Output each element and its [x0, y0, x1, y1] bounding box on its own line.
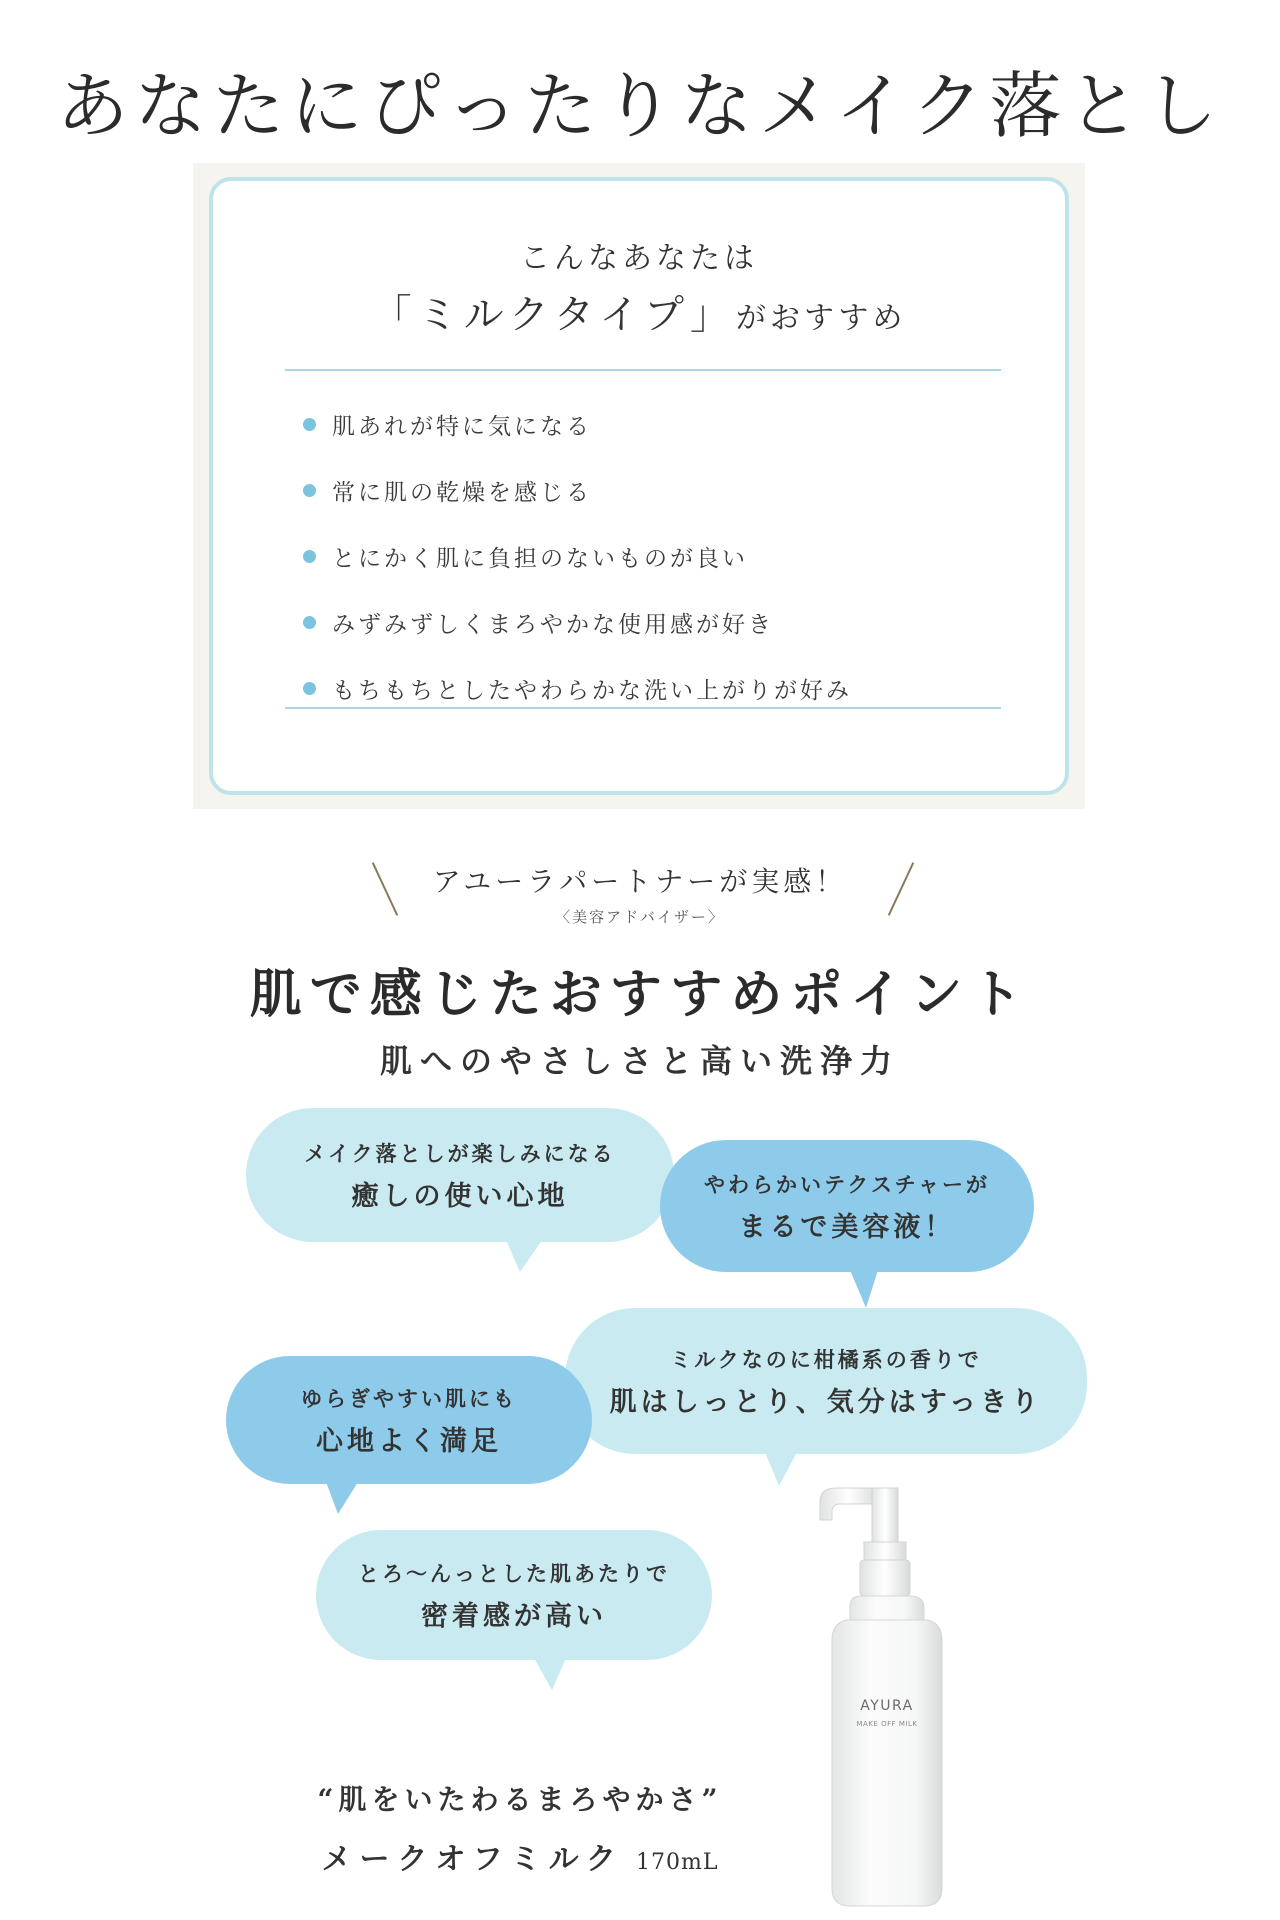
- card-intro: こんなあなたは: [520, 241, 758, 276]
- bullet-icon: [303, 484, 316, 497]
- page-title: あなたにぴったりなメイク落とし: [56, 64, 1224, 148]
- bubble-tail: [850, 1270, 878, 1308]
- bubble-line: ミルクなのに柑橘系の香りで: [670, 1346, 982, 1372]
- bullet-icon: [303, 550, 316, 563]
- milk-type-label: 「ミルクタイプ」: [371, 292, 737, 338]
- checklist-item: [303, 391, 852, 457]
- checklist-item-text: みずみずしくまろやかな使用感が好き: [332, 611, 774, 638]
- checklist-item-text: とにかく肌に負担のないものが良い: [332, 545, 748, 572]
- checklist-item: [303, 589, 852, 655]
- product-name-line: [270, 1834, 770, 1878]
- partner-text: アユーラパートナーが実感！: [432, 865, 848, 898]
- bubble-line: ゆらぎやすい肌にも: [301, 1385, 517, 1411]
- partner-subtext: 〈美容アドバイザー〉: [555, 908, 725, 926]
- bubble-tail: [534, 1658, 566, 1690]
- speech-bubble: [226, 1356, 592, 1484]
- bubble-tail: [326, 1482, 358, 1514]
- bubble-line: メイク落としが楽しみになる: [304, 1140, 616, 1166]
- checklist-item-text: 肌あれが特に気になる: [332, 413, 592, 440]
- bullet-icon: [303, 616, 316, 629]
- bubble-line: とろ〜んっとした肌あたりで: [358, 1560, 670, 1586]
- speech-bubble: [316, 1530, 712, 1660]
- points-title: 肌で感じたおすすめポイント: [249, 964, 1031, 1025]
- bottle-label: MAKE OFF MILK: [856, 1720, 918, 1728]
- checklist-item: [303, 523, 852, 589]
- card-recommendation: [213, 283, 1065, 340]
- bubble-line: 癒しの使い心地: [351, 1180, 569, 1212]
- checklist-item: [303, 655, 852, 721]
- bubble-tail: [506, 1240, 542, 1272]
- partner-header: [0, 860, 1280, 927]
- checklist-item-text: もちもちとしたやわらかな洗い上がりが好み: [332, 677, 852, 704]
- bubble-line: やわらかいテクスチャーが: [704, 1171, 990, 1197]
- bubble-line: 心地よく満足: [316, 1425, 502, 1457]
- product-tagline: “肌をいたわるまろやかさ”: [317, 1783, 723, 1816]
- bullet-icon: [303, 682, 316, 695]
- bubble-line: まるで美容液！: [738, 1211, 956, 1243]
- divider: [285, 369, 1001, 371]
- recommend-suffix: がおすすめ: [736, 301, 907, 336]
- product-name: メークオフミルク: [321, 1842, 625, 1877]
- bottle-brand: AYURA: [860, 1698, 914, 1714]
- checklist: [303, 391, 852, 721]
- divider: [285, 707, 1001, 709]
- checklist-item: [303, 457, 852, 523]
- product-volume: 170mL: [636, 1850, 719, 1875]
- bubble-line: 密着感が高い: [421, 1600, 607, 1632]
- bubble-line: 肌はしっとり、気分はすっきり: [609, 1386, 1043, 1418]
- recommendation-card-frame: [209, 177, 1069, 795]
- speech-bubble: [660, 1140, 1034, 1272]
- speech-bubble: [246, 1108, 674, 1242]
- speech-bubble: [565, 1308, 1087, 1454]
- bullet-icon: [303, 418, 316, 431]
- product-bottle-image: [806, 1480, 976, 1910]
- checklist-item-text: 常に肌の乾燥を感じる: [332, 479, 592, 506]
- recommendation-card: [193, 163, 1085, 809]
- points-subtitle: 肌へのやさしさと高い洗浄力: [379, 1042, 900, 1080]
- bubble-tail: [765, 1452, 797, 1486]
